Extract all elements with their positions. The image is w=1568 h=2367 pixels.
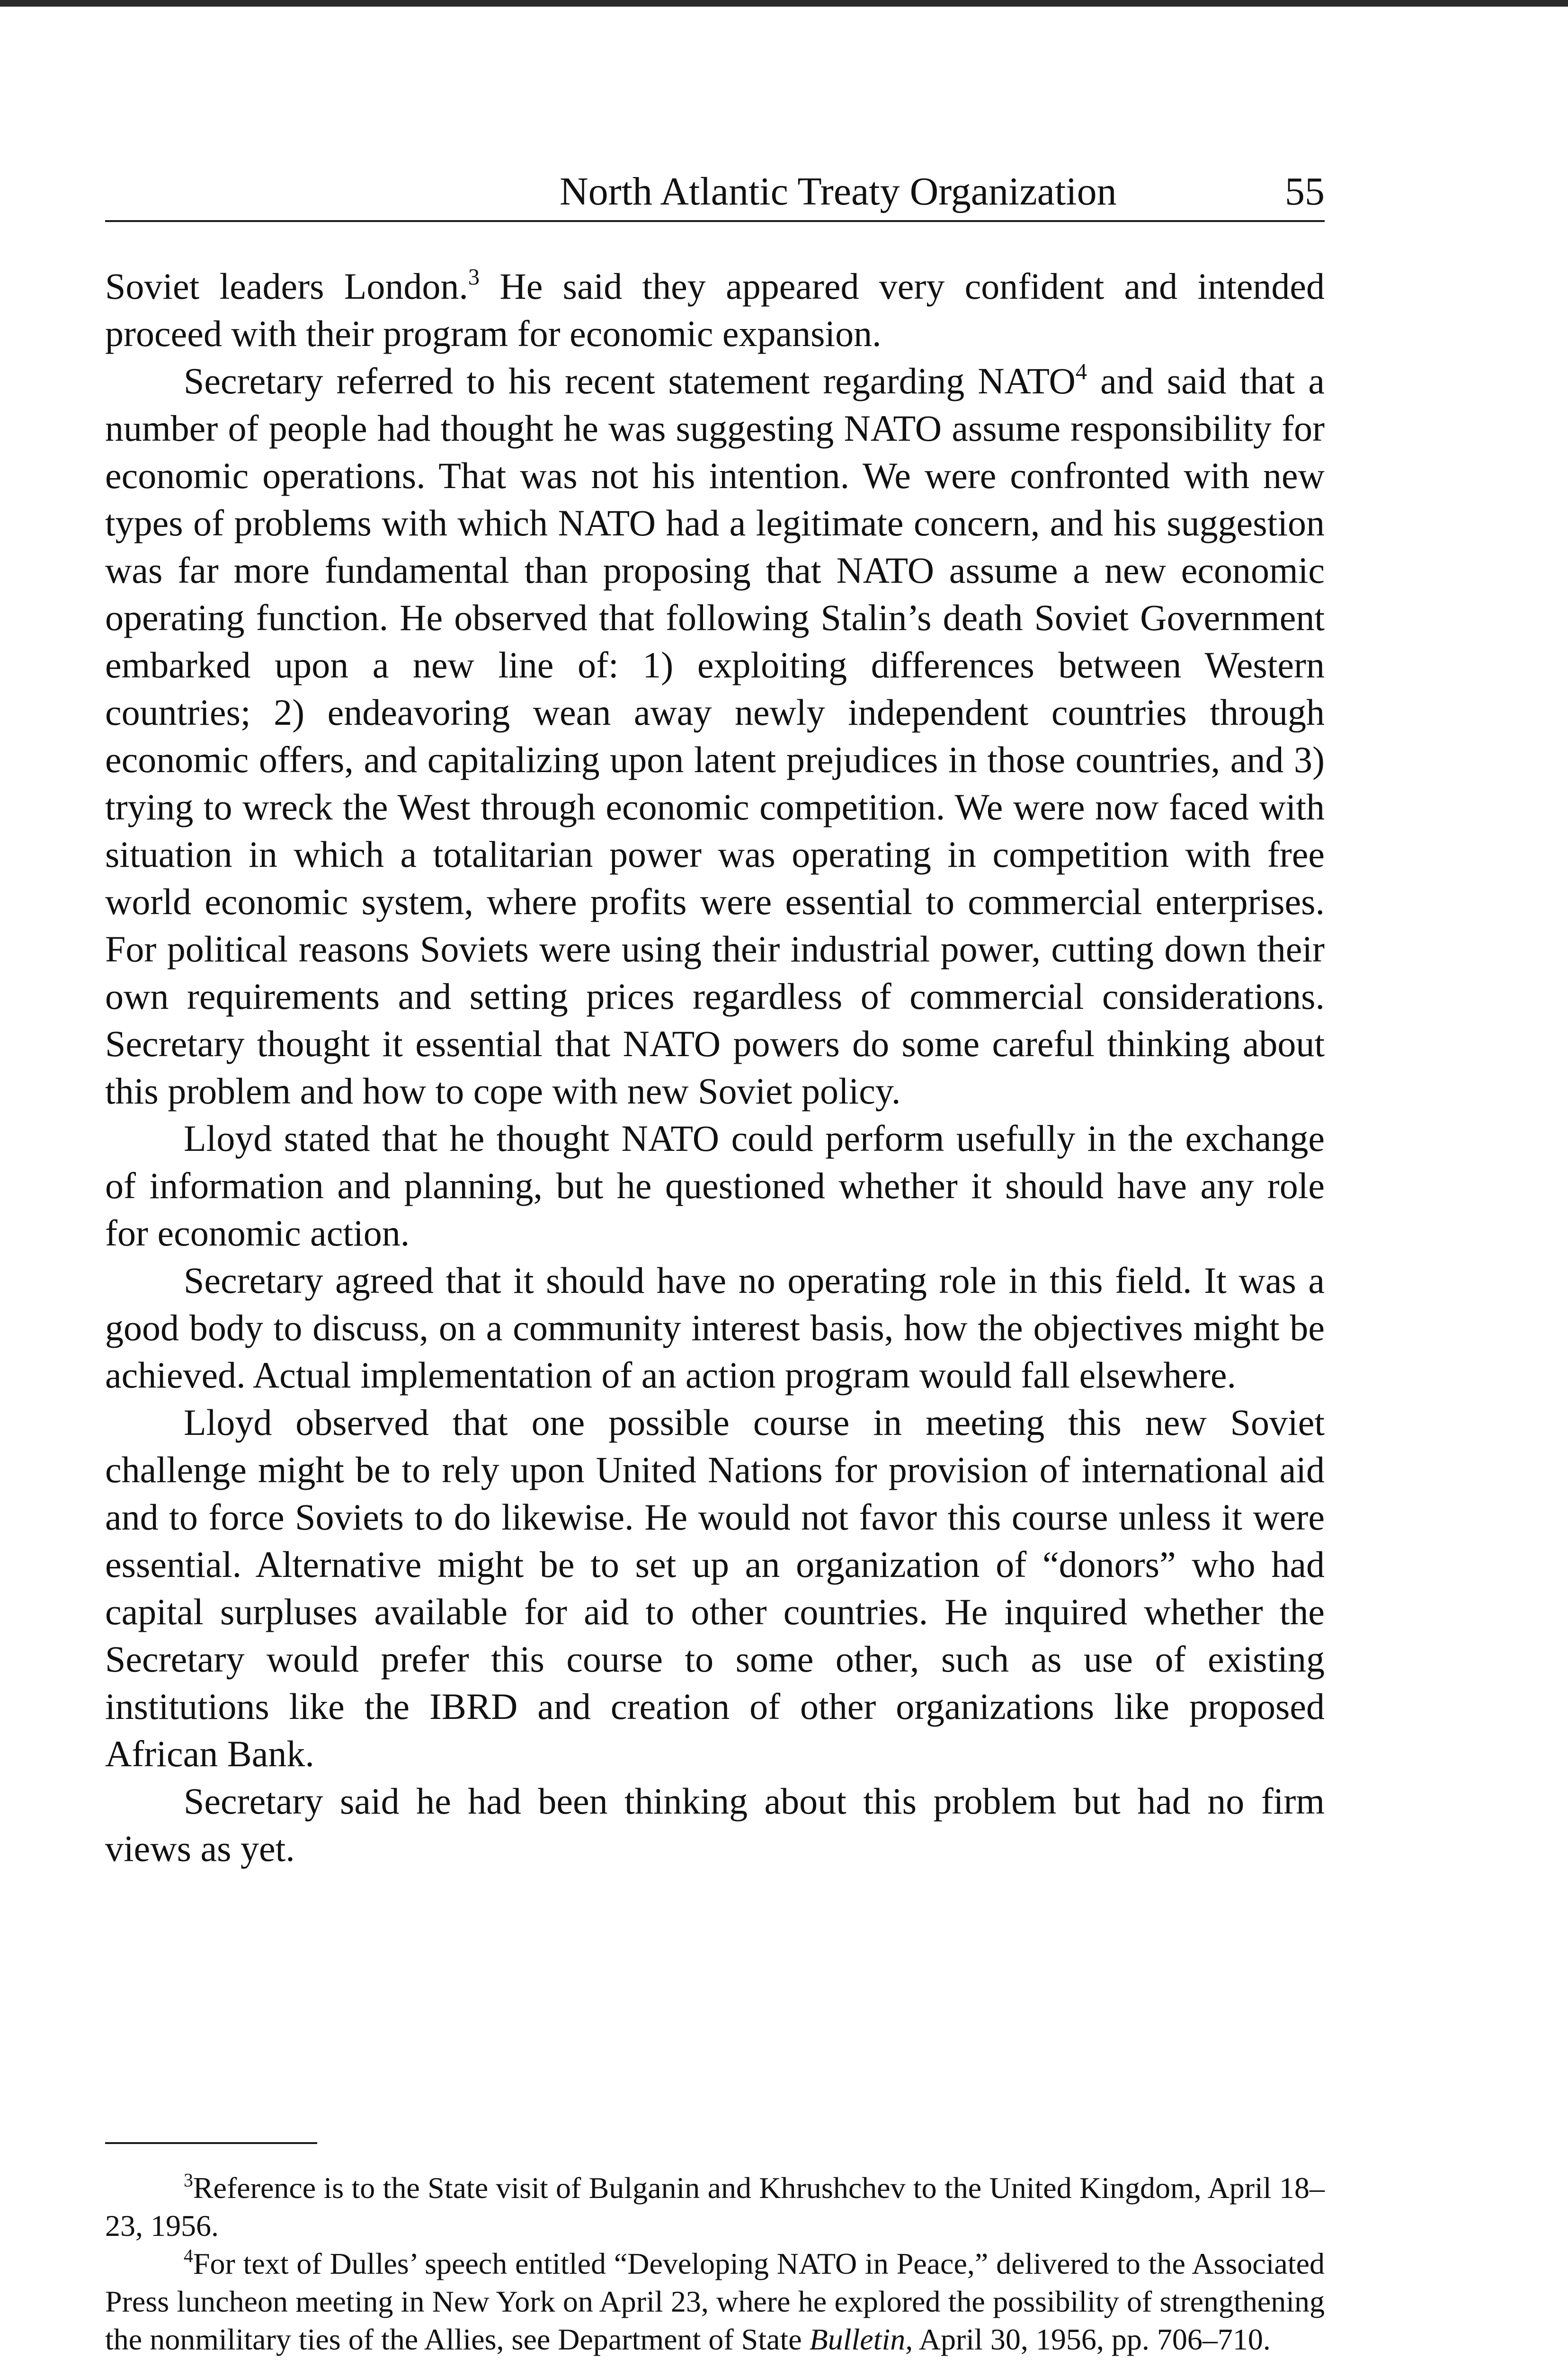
paragraph-3: Lloyd stated that he thought NATO could perform usefully in the exchange of information and planning, but he questioned whether it should have any role for economic action. — [105, 1118, 1325, 1254]
footnote-4-publication: Bulletin, — [809, 2323, 913, 2356]
paragraph-6: Secretary said he had been thinking about this problem but had no firm views as yet. — [105, 1780, 1325, 1869]
paragraph-1-text-start: Soviet leaders London. — [105, 266, 468, 307]
footnote-3-marker: 3 — [184, 2170, 193, 2191]
footnote-separator — [105, 2142, 317, 2144]
paragraph-2-text-end: and said that a number of people had thought he was suggesting NATO assume responsibility for economic operations. That was not his intention. We were confronted with new types of problems with which NATO had a legitimate concern, and his suggestion was far more fundamental than proposing that NATO assume a new economic operating function. He observed that following Stalin’s death Soviet Government embarked upon a new line of: 1) exploiting differences between Western countries; 2) endeavoring wean away newly independent countries through economic offers, and capitalizing upon latent prejudices in those countries, and 3) trying to wreck the West through economic competition. We were now faced with situation in which a totalitarian power was operating in competition with free world economic system, where profits were essential to commercial enterprises. For political reasons Soviets were using their industrial power, cutting down their own requirements and setting prices regardless of commercial considerations. Secretary thought it essential that NATO powers do some careful thinking about this problem and how to cope with new Soviet policy. — [105, 360, 1325, 1112]
footnotes — [105, 2169, 1325, 2358]
paragraph-2 — [105, 357, 1325, 1115]
paragraph-4: Secretary agreed that it should have no operating role in this field. It was a good body to discuss, on a community interest basis, how the objectives might be achieved. Actual implementation of an action program would fall elsewhere. — [105, 1260, 1325, 1396]
footnote-ref-3: 3 — [468, 265, 480, 290]
footnote-ref-4: 4 — [1075, 359, 1087, 385]
paragraph-1 — [105, 263, 1325, 357]
footnote-4-text-end: April 30, 1956, pp. 706–710. — [913, 2323, 1271, 2356]
running-header-title: North Atlantic Treaty Organization — [560, 169, 1117, 214]
paragraph-1-text-end: He said they appeared very confident and intended proceed with their program for economic expansion. — [105, 266, 1325, 354]
footnote-4 — [105, 2245, 1325, 2358]
footnote-4-marker: 4 — [184, 2245, 193, 2267]
footnote-3 — [105, 2169, 1325, 2245]
page-number: 55 — [1285, 169, 1325, 214]
body-text — [105, 263, 1325, 1872]
paragraph-2-text-start: Secretary referred to his recent statement regarding NATO — [184, 360, 1076, 401]
footnote-3-text: Reference is to the State visit of Bulganin and Khrushchev to the United Kingdom, April 18–23, 1956. — [105, 2171, 1325, 2242]
paragraph-5: Lloyd observed that one possible course in meeting this new Soviet challenge might be to rely upon United Nations for provision of international aid and to force Soviets to do likewise. He would not favor this course unless it were essential. Alternative might be to set up an organization of “donors” who had capital surpluses available for aid to other countries. He inquired whether the Secretary would prefer this course to some other, such as use of existing institutions like the IBRD and creation of other organizations like proposed African Bank. — [105, 1402, 1325, 1774]
footnote-4-text-start: For text of Dulles’ speech entitled “Developing NATO in Peace,” delivered to the Associated Press luncheon meeting in New York on April 23, where he explored the possibility of strengthening the nonmilitary ties of the Allies, see Department of State — [105, 2247, 1325, 2356]
top-edge-rule — [0, 0, 1568, 7]
running-header — [105, 163, 1325, 222]
